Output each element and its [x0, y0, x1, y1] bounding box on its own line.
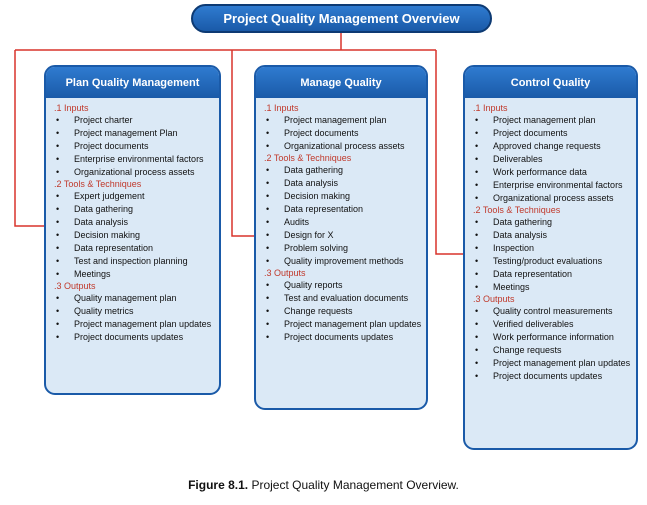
list-item: • Project management plan updates [473, 357, 632, 370]
inputs-list [54, 114, 215, 179]
panel-title-plan: Plan Quality Management [46, 67, 219, 98]
outputs-list [473, 305, 632, 383]
section-heading: .1 Inputs [54, 103, 89, 113]
list-item: • Project management plan updates [264, 318, 422, 331]
list-item: • Data analysis [264, 177, 422, 190]
list-item: • Data gathering [264, 164, 422, 177]
list-item: • Quality management plan [54, 292, 215, 305]
list-item: • Quality control measurements [473, 305, 632, 318]
panel-manage-quality [254, 65, 428, 410]
outputs-list [264, 279, 422, 344]
section-heading: .1 Inputs [264, 103, 299, 113]
list-item: • Deliverables [473, 153, 632, 166]
caption-label: Figure 8.1. [188, 478, 249, 492]
list-item: • Data representation [473, 268, 632, 281]
section-heading: .3 Outputs [473, 294, 515, 304]
list-item: • Quality reports [264, 279, 422, 292]
list-item: • Quality improvement methods [264, 255, 422, 268]
list-item: • Organizational process assets [54, 166, 215, 179]
connector-trunk [15, 33, 436, 50]
inputs-list [264, 114, 422, 153]
list-item: • Project documents [473, 127, 632, 140]
list-item: • Change requests [473, 344, 632, 357]
panel-control-quality [463, 65, 638, 450]
list-item: • Test and inspection planning [54, 255, 215, 268]
list-item: • Project documents updates [264, 331, 422, 344]
list-item: • Problem solving [264, 242, 422, 255]
list-item: • Testing/product evaluations [473, 255, 632, 268]
list-item: • Data representation [264, 203, 422, 216]
section-heading: .1 Inputs [473, 103, 508, 113]
list-item: • Project management plan [264, 114, 422, 127]
list-item: • Project documents updates [54, 331, 215, 344]
tools-list [473, 216, 632, 294]
section-heading: .2 Tools & Techniques [264, 153, 352, 163]
list-item: • Data gathering [473, 216, 632, 229]
list-item: • Data analysis [473, 229, 632, 242]
list-item: • Meetings [54, 268, 215, 281]
section-heading: .2 Tools & Techniques [54, 179, 142, 189]
list-item: • Quality metrics [54, 305, 215, 318]
list-item: • Inspection [473, 242, 632, 255]
figure-caption [0, 478, 647, 492]
list-item: • Verified deliverables [473, 318, 632, 331]
list-item: • Data gathering [54, 203, 215, 216]
overview-title-box [191, 4, 492, 33]
caption-text: Project Quality Management Overview. [251, 478, 459, 492]
list-item: • Enterprise environmental factors [473, 179, 632, 192]
list-item: • Project documents updates [473, 370, 632, 383]
list-item: • Project management plan [473, 114, 632, 127]
list-item: • Design for X [264, 229, 422, 242]
list-item: • Project charter [54, 114, 215, 127]
section-heading: .3 Outputs [54, 281, 96, 291]
section-heading: .3 Outputs [264, 268, 306, 278]
list-item: • Enterprise environmental factors [54, 153, 215, 166]
list-item: • Work performance data [473, 166, 632, 179]
list-item: • Approved change requests [473, 140, 632, 153]
list-item: • Audits [264, 216, 422, 229]
tools-list [264, 164, 422, 268]
list-item: • Data analysis [54, 216, 215, 229]
list-item: • Decision making [264, 190, 422, 203]
list-item: • Project documents [54, 140, 215, 153]
list-item: • Organizational process assets [264, 140, 422, 153]
inputs-list [473, 114, 632, 205]
panel-plan-quality [44, 65, 221, 395]
list-item: • Project management Plan [54, 127, 215, 140]
list-item: • Data representation [54, 242, 215, 255]
panel-title-control: Control Quality [465, 67, 636, 98]
list-item: • Work performance information [473, 331, 632, 344]
overview-title: Project Quality Management Overview [223, 11, 460, 26]
section-heading: .2 Tools & Techniques [473, 205, 561, 215]
tools-list [54, 190, 215, 281]
list-item: • Decision making [54, 229, 215, 242]
outputs-list [54, 292, 215, 344]
list-item: • Organizational process assets [473, 192, 632, 205]
list-item: • Expert judgement [54, 190, 215, 203]
list-item: • Project management plan updates [54, 318, 215, 331]
panel-title-manage: Manage Quality [256, 67, 426, 98]
list-item: • Meetings [473, 281, 632, 294]
list-item: • Change requests [264, 305, 422, 318]
list-item: • Test and evaluation documents [264, 292, 422, 305]
list-item: • Project documents [264, 127, 422, 140]
